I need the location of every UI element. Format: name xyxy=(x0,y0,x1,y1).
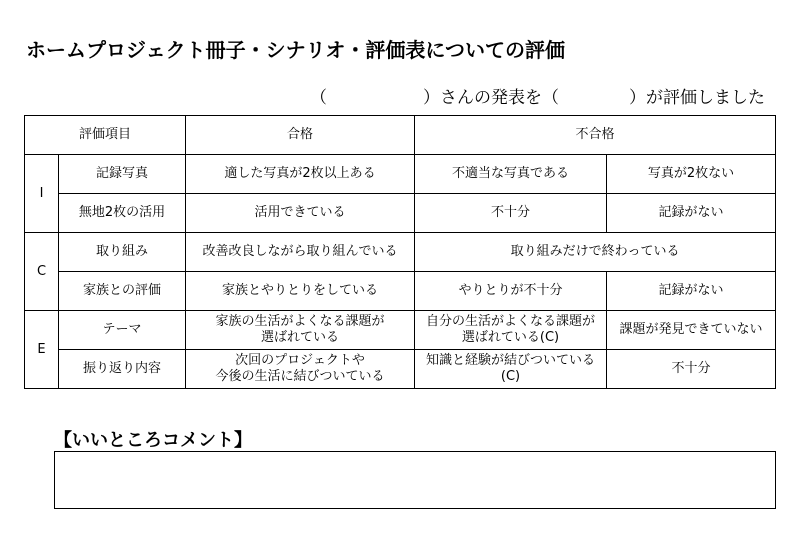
row-pass-line-1: 家族の生活がよくなる課題が xyxy=(215,314,385,329)
row-pass xyxy=(186,311,415,350)
table-row xyxy=(25,194,776,233)
table-header-row xyxy=(25,116,776,155)
row-pass-line-1: 次回のプロジェクトや xyxy=(235,353,365,368)
group-label-i: I xyxy=(25,155,59,233)
row-pass: 適した写真が2枚以上ある xyxy=(186,155,415,194)
table-row xyxy=(25,311,776,350)
table-row xyxy=(25,233,776,272)
table-row xyxy=(25,155,776,194)
header-pass: 合格 xyxy=(186,116,415,155)
row-fail-1-line-1: 自分の生活がよくなる課題が xyxy=(426,314,596,329)
row-item: テーマ xyxy=(59,311,186,350)
comment-heading: 【いいところコメント】 xyxy=(54,430,252,451)
header-fail: 不合格 xyxy=(415,116,776,155)
evaluation-table xyxy=(24,115,776,389)
row-pass-line-2: 今後の生活に結びついている xyxy=(215,369,385,384)
statement-middle-text: ）さんの発表を（ xyxy=(423,88,559,108)
row-fail-2: 写真が2枚ない xyxy=(607,155,776,194)
row-fail-2: 記録がない xyxy=(607,272,776,311)
row-fail-2: 記録がない xyxy=(607,194,776,233)
comment-input-box[interactable] xyxy=(54,451,776,509)
group-label-e: E xyxy=(25,311,59,389)
row-pass: 活用できている xyxy=(186,194,415,233)
row-fail-1: やりとりが不十分 xyxy=(415,272,607,311)
group-label-c: C xyxy=(25,233,59,311)
row-item: 無地2枚の活用 xyxy=(59,194,186,233)
header-evaluation-item: 評価項目 xyxy=(25,116,186,155)
table-row xyxy=(25,272,776,311)
row-fail-2: 課題が発見できていない xyxy=(607,311,776,350)
row-item: 振り返り内容 xyxy=(59,350,186,389)
row-fail-1-line-2: 選ばれている(C) xyxy=(461,330,560,345)
row-fail-1 xyxy=(415,311,607,350)
table-row xyxy=(25,350,776,389)
row-fail-1-line-2: (C) xyxy=(500,369,521,384)
row-fail-1 xyxy=(415,350,607,389)
row-item: 取り組み xyxy=(59,233,186,272)
row-fail-1-line-1: 知識と経験が結びついている xyxy=(426,353,596,368)
row-fail-2: 不十分 xyxy=(607,350,776,389)
row-item: 家族との評価 xyxy=(59,272,186,311)
row-item: 記録写真 xyxy=(59,155,186,194)
row-pass-line-2: 選ばれている xyxy=(261,330,340,345)
statement-open-paren: （ xyxy=(310,88,327,108)
row-fail-1: 不十分 xyxy=(415,194,607,233)
row-pass: 家族とやりとりをしている xyxy=(186,272,415,311)
evaluation-statement xyxy=(310,83,765,108)
page-title: ホームプロジェクト冊子・シナリオ・評価表についての評価 xyxy=(26,38,565,62)
row-fail-merged: 取り組みだけで終わっている xyxy=(415,233,776,272)
statement-end-text: ）が評価しました xyxy=(629,88,765,108)
row-pass xyxy=(186,350,415,389)
row-pass: 改善改良しながら取り組んでいる xyxy=(186,233,415,272)
row-fail-1: 不適当な写真である xyxy=(415,155,607,194)
